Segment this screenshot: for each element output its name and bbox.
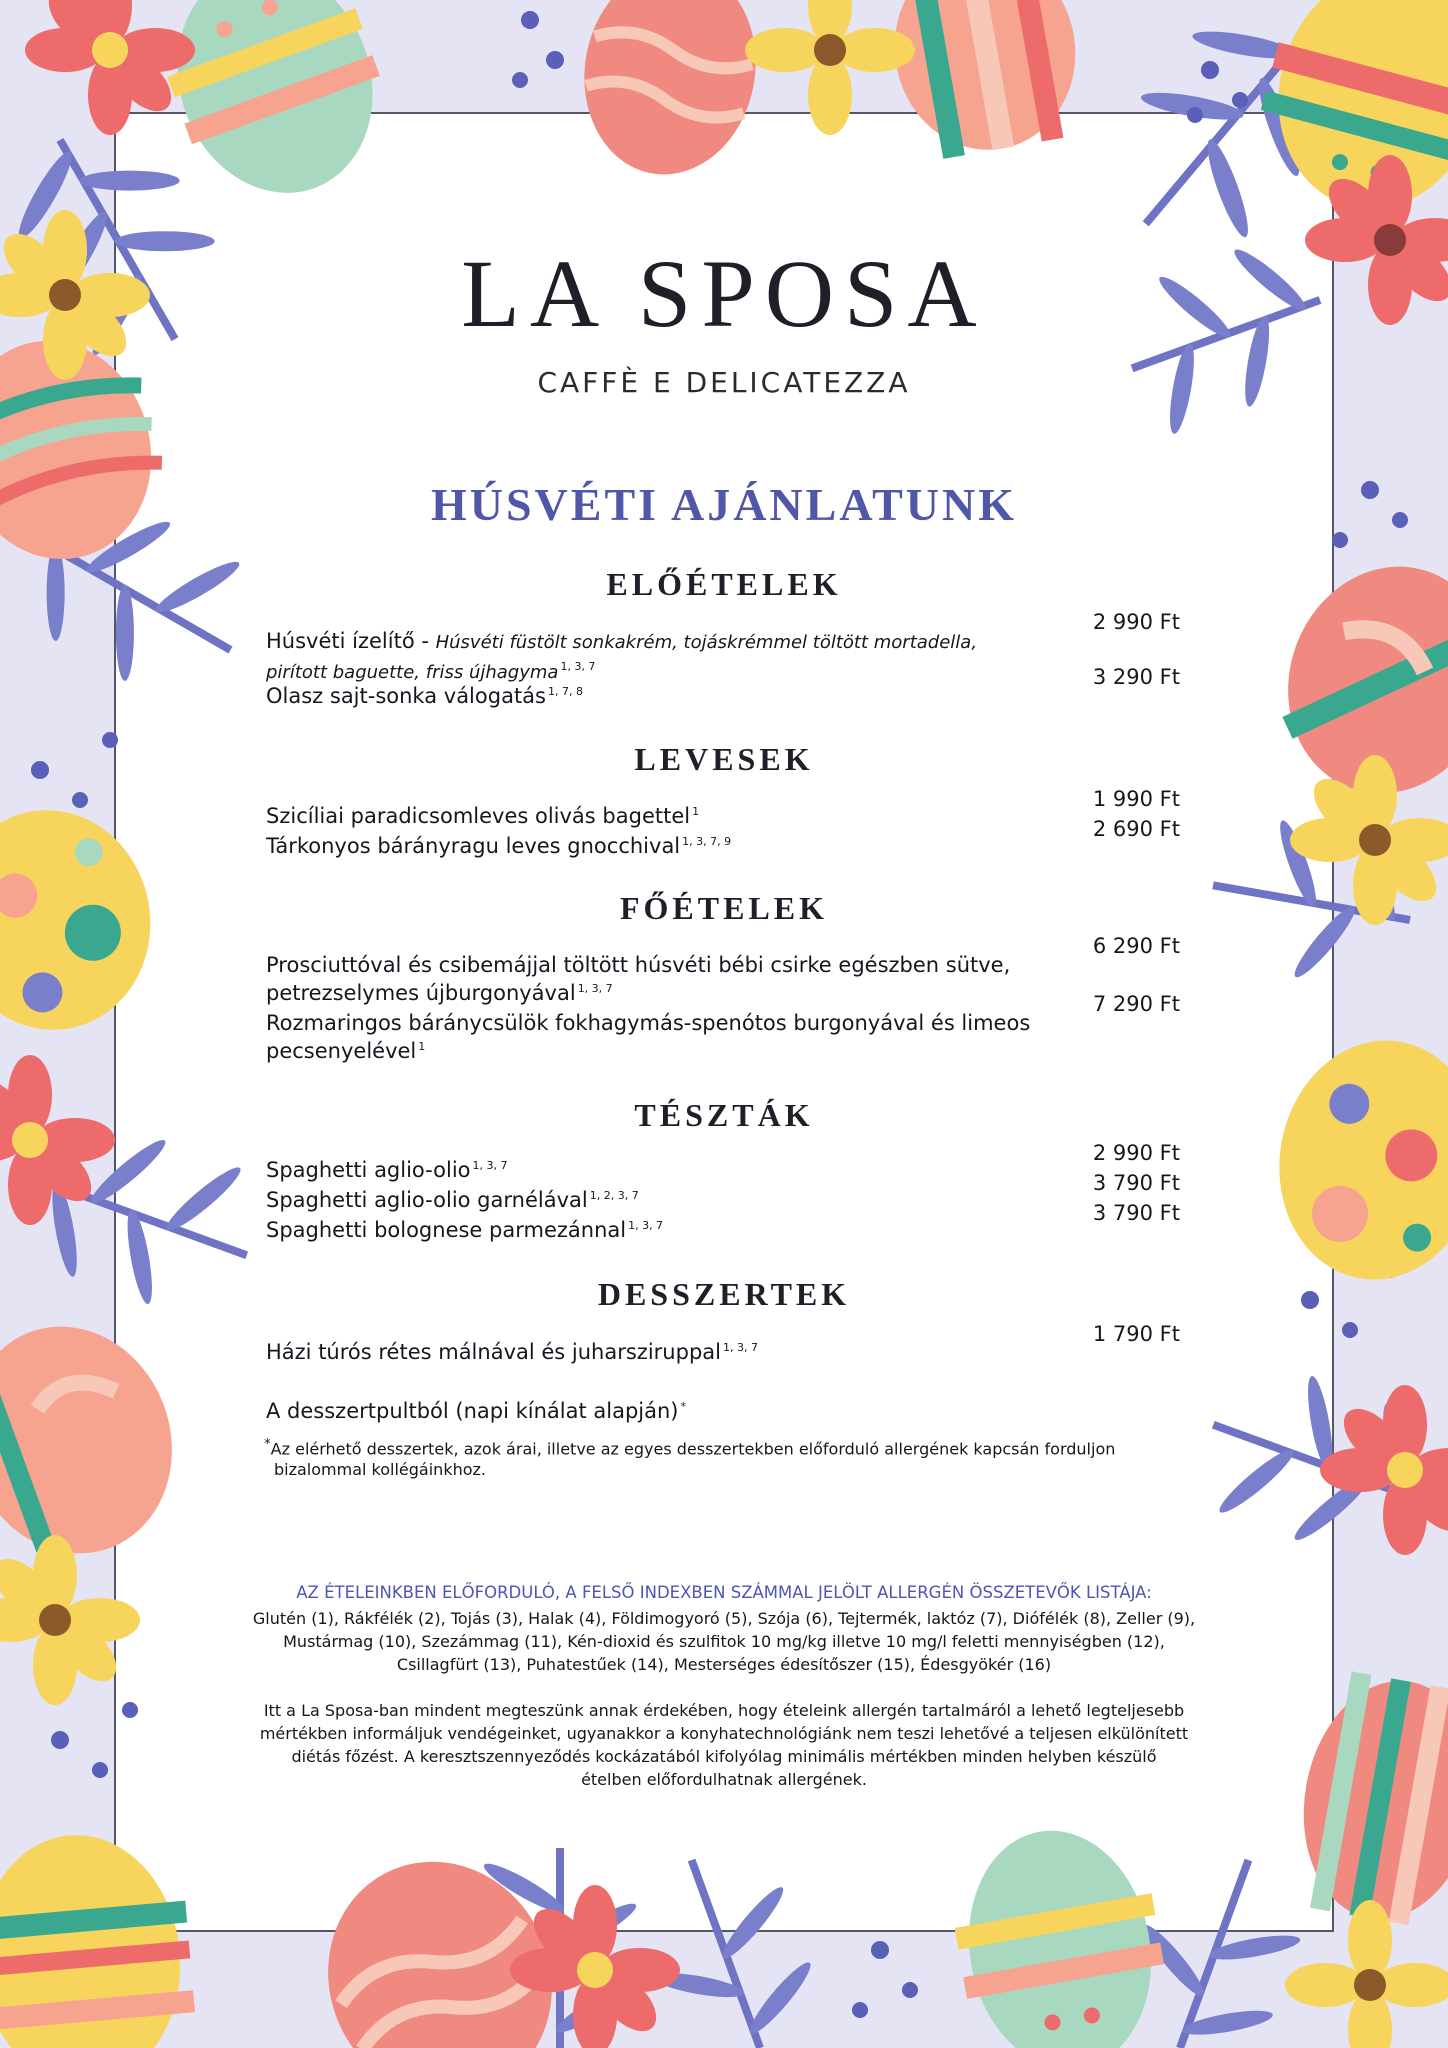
dessert-note-line1: Az elérhető desszertek, azok árai, illetve az egyes desszertekben előforduló allergének kapcsán forduljon <box>270 1439 1116 1459</box>
item-name: Spaghetti aglio-olio garnélával <box>266 1188 588 1212</box>
menu-item-husveti-izelito <box>266 627 1036 687</box>
section-title-levesek: LEVESEK <box>634 741 814 777</box>
price-husveti-izelito: 2 990 Ft <box>1092 610 1180 634</box>
allergen-disclaimer <box>200 1699 1248 1791</box>
price-turos-retes: 1 790 Ft <box>1092 1322 1180 1346</box>
allergen-index: 1, 2, 3, 7 <box>589 1189 639 1202</box>
asterisk-mark: * <box>680 1400 686 1413</box>
item-name: Rozmaringos báránycsülök fokhagymás-spenótos burgonyával és limeos <box>266 1011 1031 1035</box>
allergen-index: 1, 3, 7 <box>560 660 596 673</box>
asterisk-mark: * <box>264 1437 271 1452</box>
price-baranyragu-leves: 2 690 Ft <box>1092 817 1180 841</box>
brand-tagline: CAFFÈ E DELICATEZZA <box>537 366 911 399</box>
menu-item-bolognese <box>266 1216 1036 1244</box>
price-babi-csirke: 6 290 Ft <box>1092 934 1180 958</box>
allergen-index: 1, 3, 7 <box>472 1159 508 1172</box>
item-description-cont: pirított baguette, friss újhagyma <box>266 662 559 683</box>
menu-item-olasz-sajt-sonka <box>266 682 1036 710</box>
dessert-note <box>264 1434 1164 1480</box>
menu-item-desszertpult <box>266 1397 1036 1425</box>
item-name: Spaghetti bolognese parmezánnal <box>266 1218 627 1242</box>
menu-item-aglio-olio-garnela <box>266 1186 1036 1214</box>
allergen-index: 1, 3, 7 <box>722 1341 758 1354</box>
price-paradicsomleves: 1 990 Ft <box>1092 787 1180 811</box>
disclaimer-line-1: Itt a La Sposa-ban mindent megteszünk annak érdekében, hogy ételeink allergén tartalmáról a lehető legteljesebb <box>263 1701 1185 1720</box>
item-name: Szicíliai paradicsomleves olivás bagettel <box>266 804 691 828</box>
allergen-line-2: Mustármag (10), Szezámmag (11), Kén-dioxid és szulfitok 10 mg/kg illetve 10 mg/l feletti mennyiségben (12), <box>283 1632 1165 1651</box>
allergen-line-3: Csillagfürt (13), Puhatestűek (14), Mesterséges édesítőszer (15), Édesgyökér (16) <box>396 1655 1052 1674</box>
menu-item-baranyragu-leves <box>266 832 1036 860</box>
menu-title: HÚSVÉTI AJÁNLATUNK <box>430 479 1018 530</box>
item-name: A desszertpultból (napi kínálat alapján) <box>266 1399 679 1423</box>
price-baranycsulok: 7 290 Ft <box>1092 992 1180 1016</box>
allergen-list-title: AZ ÉTELEINKBEN ELŐFORDULÓ, A FELSŐ INDEXBEN SZÁMMAL JELÖLT ALLERGÉN ÖSSZETEVŐK LISTÁJA: <box>296 1583 1152 1602</box>
section-title-desszertek: DESSZERTEK <box>597 1276 851 1312</box>
item-description: Húsvéti füstölt sonkakrém, tojáskrémmel töltött mortadella, <box>435 632 978 653</box>
allergen-index: 1, 7, 8 <box>547 685 583 698</box>
item-separator: - <box>414 629 436 653</box>
disclaimer-line-2: mértékben informáljuk vendégeinket, ugyanakkor a konyhatechnológiánk nem teszi lehetővé a teljesen elkülönített <box>259 1724 1189 1743</box>
allergen-index: 1 <box>418 1040 426 1053</box>
menu-item-paradicsomleves <box>266 802 1036 830</box>
allergen-line-1: Glutén (1), Rákfélék (2), Tojás (3), Halak (4), Földimogyoró (5), Szója (6), Tejtermék, laktóz (7), Diófélék (8), Zeller (9), <box>252 1609 1196 1628</box>
allergen-index: 1, 3, 7 <box>628 1219 664 1232</box>
price-aglio-olio: 2 990 Ft <box>1092 1141 1180 1165</box>
price-bolognese: 3 790 Ft <box>1092 1201 1180 1225</box>
disclaimer-line-3: diétás főzést. A keresztszennyeződés kockázatából kifolyólag minimális mértékben minden helyben készülő <box>291 1747 1157 1766</box>
item-name: Spaghetti aglio-olio <box>266 1158 471 1182</box>
disclaimer-line-4: ételben előfordulhatnak allergének. <box>581 1770 867 1789</box>
section-title-eloetelek: ELŐÉTELEK <box>606 566 842 602</box>
item-name: Húsvéti ízelítő <box>266 629 415 653</box>
price-aglio-olio-garnela: 3 790 Ft <box>1092 1171 1180 1195</box>
section-title-tesztak: TÉSZTÁK <box>634 1097 814 1133</box>
item-name: Házi túrós rétes málnával és juharsziruppal <box>266 1340 721 1364</box>
allergen-index: 1, 3, 7, 9 <box>682 835 732 848</box>
dessert-note-line2: bizalommal kollégáinkhoz. <box>274 1460 486 1480</box>
price-olasz-sajt-sonka: 3 290 Ft <box>1092 665 1180 689</box>
item-name: Prosciuttóval és csibemájjal töltött húsvéti bébi csirke egészben sütve, <box>266 953 1011 977</box>
allergen-index: 1 <box>692 805 700 818</box>
menu-item-turos-retes <box>266 1338 1036 1366</box>
section-title-foetelek: FŐÉTELEK <box>619 890 829 926</box>
item-name-cont: petrezselymes újburgonyával <box>266 981 576 1005</box>
menu-item-aglio-olio <box>266 1156 1036 1184</box>
menu-item-babi-csirke <box>266 951 1036 1007</box>
brand-logo: LA SPOSA <box>461 240 987 347</box>
allergen-index: 1, 3, 7 <box>577 982 613 995</box>
item-name: Tárkonyos bárányragu leves gnocchival <box>266 834 681 858</box>
item-name-cont: pecsenyelével <box>266 1039 417 1063</box>
menu-item-baranycsulok <box>266 1009 1036 1065</box>
allergen-list <box>180 1607 1268 1676</box>
item-name: Olasz sajt-sonka válogatás <box>266 684 546 708</box>
